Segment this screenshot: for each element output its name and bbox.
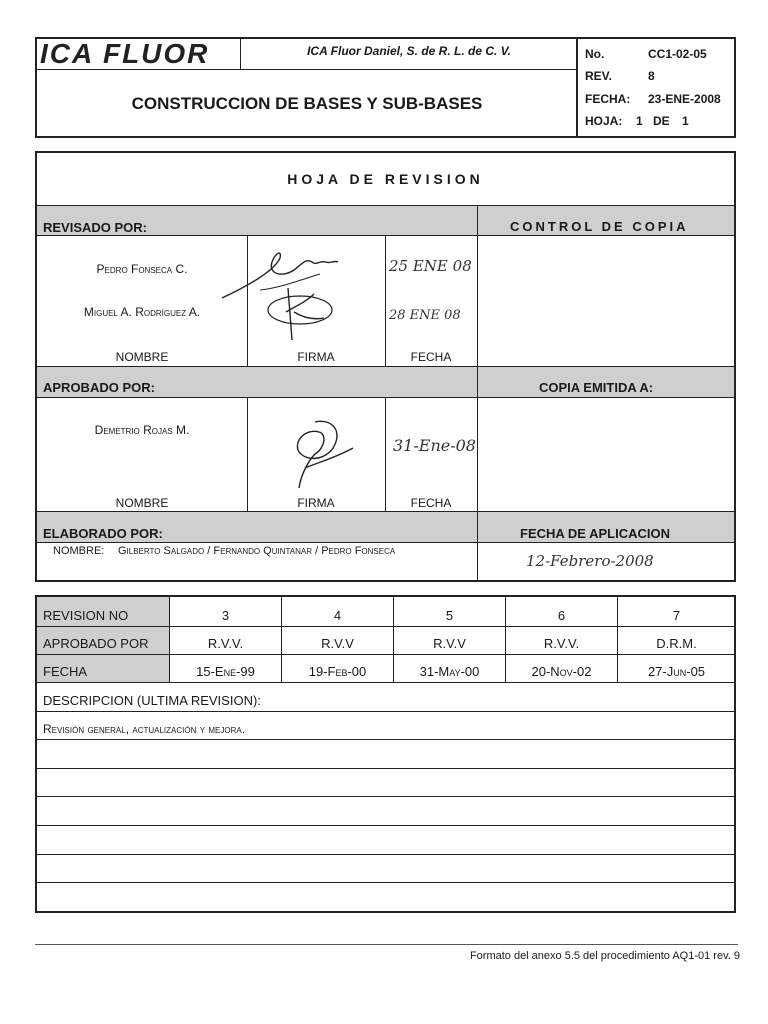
company-name: ICA Fluor Daniel, S. de R. L. de C. V.	[307, 44, 511, 58]
prepared-by-name-label: NOMBRE:	[53, 545, 105, 557]
doc-number: CC1-02-05	[648, 47, 707, 61]
revision-no-cell: 4	[333, 608, 342, 623]
approver-name: Demetrio Rojas M.	[94, 423, 190, 437]
prepared-by-names: Gilberto Salgado / Fernando Quintanar / Pedro Fonseca	[118, 545, 396, 557]
page-label: HOJA:	[585, 114, 623, 128]
name-column-header: NOMBRE	[115, 496, 169, 510]
description-label: DESCRIPCION (ULTIMA REVISION):	[43, 693, 261, 708]
revision-no-cell: 6	[557, 608, 566, 623]
signature-column-header: FIRMA	[297, 350, 335, 364]
company-logo: ICA FLUOR	[40, 38, 210, 69]
document-title: CONSTRUCCION DE BASES Y SUB-BASES	[131, 94, 483, 113]
revision-fecha-cell: 15-Ene-99	[196, 664, 255, 679]
revision-fecha-cell: 27-Jun-05	[647, 664, 706, 679]
description-text: Revisión general, actualización y mejora.	[43, 722, 246, 736]
page-total: 1	[682, 114, 689, 128]
review-date: 25 ENE 08	[389, 257, 472, 275]
revision-no-cell: 5	[445, 608, 454, 623]
document-date: 23-ENE-2008	[648, 92, 721, 106]
revision-no-cell: 3	[221, 608, 230, 623]
approved-by-row-label: APROBADO POR	[43, 636, 149, 651]
date-column-header: FECHA	[410, 350, 452, 364]
date-label: FECHA:	[585, 92, 631, 106]
date-row-label: FECHA	[43, 664, 88, 679]
approval-date: 31-Ene-08	[393, 436, 476, 455]
prepared-by-label: ELABORADO POR:	[43, 526, 163, 541]
name-column-header: NOMBRE	[115, 350, 169, 364]
revision-aprobado-cell: D.R.M.	[656, 636, 697, 651]
revision-aprobado-cell: R.V.V.	[543, 636, 580, 651]
footer-note: Formato del anexo 5.5 del procedimiento AQ1-01 rev. 9	[469, 950, 740, 962]
page-number: 1	[636, 114, 643, 128]
page-of: DE	[653, 114, 670, 128]
copy-control-label: CONTROL DE COPIA	[510, 219, 689, 234]
revision-number: 8	[648, 69, 655, 83]
revision-fecha-cell: 19-Feb-00	[308, 664, 367, 679]
review-date: 28 ENE 08	[389, 308, 461, 323]
revision-no-label: REVISION NO	[43, 608, 129, 623]
revision-aprobado-cell: R.V.V.	[207, 636, 244, 651]
revision-fecha-cell: 31-May-00	[419, 664, 480, 679]
revision-aprobado-cell: R.V.V	[321, 636, 354, 651]
revision-no-cell: 7	[672, 608, 681, 623]
application-date-label: FECHA DE APLICACION	[520, 526, 670, 541]
doc-number-label: No.	[585, 47, 605, 61]
revision-aprobado-cell: R.V.V	[433, 636, 466, 651]
signature-column-header: FIRMA	[297, 496, 335, 510]
reviewer-name: Pedro Fonseca C.	[96, 262, 188, 276]
signature-reviewer-2	[258, 282, 348, 344]
signature-approver	[285, 418, 365, 502]
revision-fecha-cell: 20-Nov-02	[531, 664, 592, 679]
application-date: 12-Febrero-2008	[526, 552, 654, 570]
review-title: HOJA DE REVISION	[287, 171, 484, 187]
reviewer-name: Miguel A. Rodríguez A.	[83, 305, 201, 319]
approved-by-label: APROBADO POR:	[43, 380, 155, 395]
reviewed-by-label: REVISADO POR:	[43, 220, 148, 235]
date-column-header: FECHA	[410, 496, 452, 510]
copy-issued-label: COPIA EMITIDA A:	[539, 380, 654, 395]
revision-label: REV.	[585, 69, 612, 83]
